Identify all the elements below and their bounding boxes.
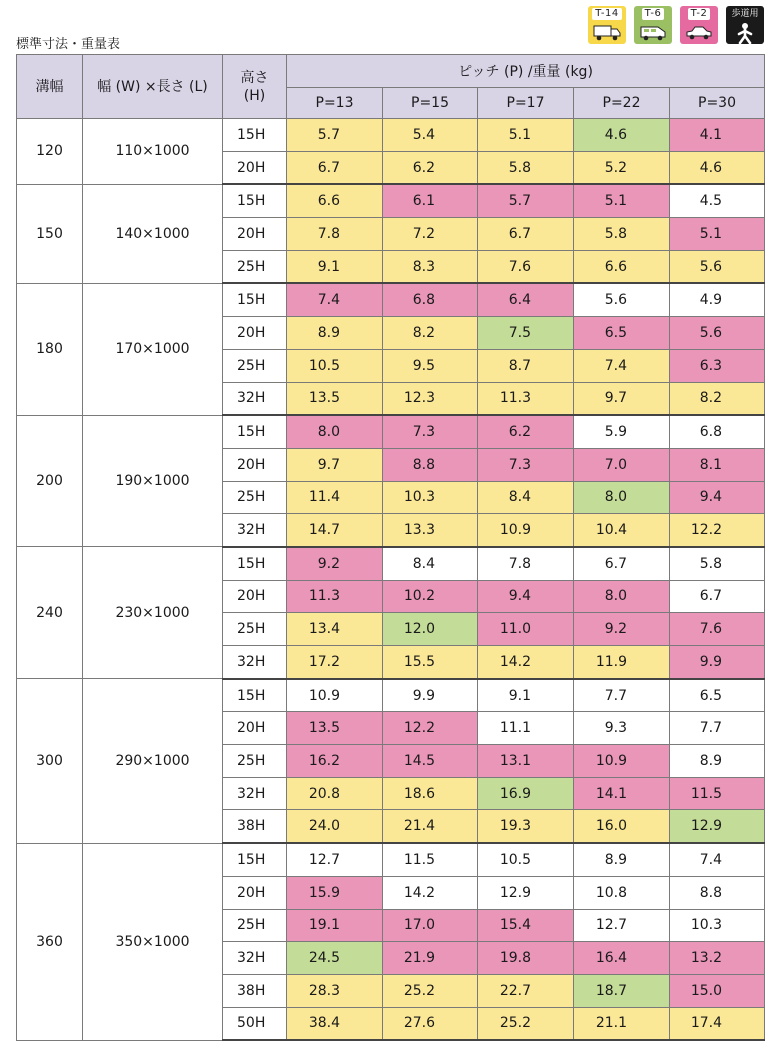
weight-cell: 21.4 [383, 810, 478, 843]
weight-cell: 5.7 [478, 184, 574, 217]
table-row [17, 283, 765, 316]
legend-t2-label: T-2 [688, 8, 711, 20]
weight-cell: 6.2 [383, 151, 478, 184]
legend-t14 [588, 6, 626, 44]
weight-cell: 11.1 [478, 712, 574, 745]
weight-cell: 10.9 [287, 679, 383, 712]
weight-cell: 7.3 [383, 415, 478, 448]
header-height [223, 55, 287, 119]
weight-cell: 6.7 [670, 580, 765, 613]
weight-cell: 7.4 [574, 349, 670, 382]
header-pitch: P=17 [478, 88, 574, 119]
height-cell: 15H [223, 547, 287, 580]
header-pitch: P=30 [670, 88, 765, 119]
height-cell: 32H [223, 514, 287, 547]
weight-cell: 9.1 [478, 679, 574, 712]
height-cell: 20H [223, 712, 287, 745]
weight-cell: 6.4 [478, 283, 574, 316]
weight-cell: 5.1 [670, 218, 765, 251]
legend-t14-label: T-14 [592, 8, 622, 20]
weight-cell: 10.5 [478, 843, 574, 876]
weight-cell: 11.0 [478, 613, 574, 646]
weight-cell: 8.2 [383, 317, 478, 350]
legend-t2 [680, 6, 718, 44]
height-cell: 15H [223, 184, 287, 217]
car-icon [684, 22, 714, 42]
table-row [17, 184, 765, 217]
height-cell: 15H [223, 283, 287, 316]
pedestrian-icon [733, 22, 757, 44]
height-cell: 20H [223, 151, 287, 184]
weight-cell: 5.8 [670, 547, 765, 580]
header-pitch: P=13 [287, 88, 383, 119]
weight-cell: 9.4 [478, 580, 574, 613]
header-pitch: P=15 [383, 88, 478, 119]
weight-cell: 9.2 [287, 547, 383, 580]
weight-cell: 9.4 [670, 481, 765, 514]
weight-cell: 6.2 [478, 415, 574, 448]
height-cell: 25H [223, 909, 287, 942]
weight-cell: 5.1 [478, 119, 574, 152]
table-row [17, 679, 765, 712]
height-cell: 20H [223, 580, 287, 613]
table-row [17, 415, 765, 448]
height-cell: 25H [223, 613, 287, 646]
height-cell: 15H [223, 679, 287, 712]
height-cell: 50H [223, 1007, 287, 1040]
height-cell: 15H [223, 119, 287, 152]
weight-cell: 12.7 [574, 909, 670, 942]
weight-cell: 7.4 [287, 283, 383, 316]
size-cell: 140×1000 [83, 184, 223, 283]
weight-cell: 11.3 [287, 580, 383, 613]
weight-cell: 7.2 [383, 218, 478, 251]
weight-cell: 25.2 [478, 1007, 574, 1040]
weight-cell: 7.7 [574, 679, 670, 712]
weight-cell: 9.5 [383, 349, 478, 382]
weight-cell: 5.1 [574, 184, 670, 217]
height-cell: 15H [223, 415, 287, 448]
weight-cell: 6.8 [383, 283, 478, 316]
weight-cell: 6.8 [670, 415, 765, 448]
weight-cell: 12.9 [478, 876, 574, 909]
weight-cell: 5.6 [670, 250, 765, 283]
weight-cell: 10.9 [478, 514, 574, 547]
weight-cell: 14.2 [478, 646, 574, 679]
weight-cell: 9.7 [574, 382, 670, 415]
size-cell: 350×1000 [83, 843, 223, 1040]
weight-cell: 6.5 [574, 317, 670, 350]
header-height-bottom: (H) [243, 87, 266, 104]
weight-cell: 9.1 [287, 250, 383, 283]
weight-cell: 10.3 [383, 481, 478, 514]
weight-cell: 5.2 [574, 151, 670, 184]
weight-cell: 11.5 [383, 843, 478, 876]
weight-cell: 8.0 [574, 580, 670, 613]
weight-cell: 11.9 [574, 646, 670, 679]
weight-cell: 6.5 [670, 679, 765, 712]
weight-cell: 5.8 [478, 151, 574, 184]
weight-cell: 13.5 [287, 712, 383, 745]
weight-cell: 12.7 [287, 843, 383, 876]
height-cell: 32H [223, 942, 287, 975]
weight-cell: 15.0 [670, 974, 765, 1007]
header-height-top: 高さ [240, 69, 269, 86]
weight-cell: 7.6 [478, 250, 574, 283]
groove-width-cell: 150 [17, 184, 83, 283]
table-row [17, 119, 765, 152]
weight-cell: 21.1 [574, 1007, 670, 1040]
weight-cell: 13.3 [383, 514, 478, 547]
height-cell: 15H [223, 843, 287, 876]
weight-cell: 4.6 [670, 151, 765, 184]
weight-cell: 14.2 [383, 876, 478, 909]
weight-cell: 18.6 [383, 777, 478, 810]
weight-cell: 17.4 [670, 1007, 765, 1040]
weight-cell: 8.7 [478, 349, 574, 382]
weight-cell: 8.8 [383, 448, 478, 481]
weight-cell: 6.7 [478, 218, 574, 251]
weight-cell: 8.9 [670, 745, 765, 778]
table-row [17, 843, 765, 876]
weight-cell: 10.5 [287, 349, 383, 382]
height-cell: 20H [223, 876, 287, 909]
weight-cell: 11.5 [670, 777, 765, 810]
weight-cell: 24.0 [287, 810, 383, 843]
height-cell: 25H [223, 349, 287, 382]
weight-cell: 7.8 [478, 547, 574, 580]
weight-cell: 7.7 [670, 712, 765, 745]
weight-cell: 17.0 [383, 909, 478, 942]
weight-cell: 9.2 [574, 613, 670, 646]
header-pitch: P=22 [574, 88, 670, 119]
weight-cell: 5.8 [574, 218, 670, 251]
weight-cell: 16.2 [287, 745, 383, 778]
legend-t6 [634, 6, 672, 44]
weight-cell: 17.2 [287, 646, 383, 679]
weight-cell: 21.9 [383, 942, 478, 975]
weight-cell: 10.3 [670, 909, 765, 942]
weight-cell: 8.1 [670, 448, 765, 481]
weight-cell: 6.7 [287, 151, 383, 184]
weight-cell: 4.5 [670, 184, 765, 217]
groove-width-cell: 120 [17, 119, 83, 185]
weight-cell: 6.3 [670, 349, 765, 382]
table-body [17, 119, 765, 1041]
weight-cell: 12.3 [383, 382, 478, 415]
weight-cell: 11.3 [478, 382, 574, 415]
weight-cell: 10.4 [574, 514, 670, 547]
weight-cell: 11.4 [287, 481, 383, 514]
weight-cell: 12.0 [383, 613, 478, 646]
legend-pedestrian [726, 6, 764, 44]
height-cell: 25H [223, 481, 287, 514]
weight-cell: 9.7 [287, 448, 383, 481]
weight-cell: 10.9 [574, 745, 670, 778]
weight-cell: 7.8 [287, 218, 383, 251]
weight-cell: 19.8 [478, 942, 574, 975]
legend-pedestrian-label: 歩道用 [728, 8, 761, 20]
weight-cell: 38.4 [287, 1007, 383, 1040]
weight-cell: 13.2 [670, 942, 765, 975]
height-cell: 20H [223, 218, 287, 251]
weight-cell: 8.3 [383, 250, 478, 283]
weight-cell: 8.9 [287, 317, 383, 350]
weight-cell: 5.7 [287, 119, 383, 152]
weight-cell: 15.9 [287, 876, 383, 909]
weight-cell: 24.5 [287, 942, 383, 975]
weight-cell: 22.7 [478, 974, 574, 1007]
height-cell: 32H [223, 646, 287, 679]
weight-cell: 8.0 [287, 415, 383, 448]
size-cell: 110×1000 [83, 119, 223, 185]
table-row [17, 547, 765, 580]
weight-cell: 28.3 [287, 974, 383, 1007]
groove-width-cell: 200 [17, 415, 83, 547]
height-cell: 25H [223, 250, 287, 283]
weight-cell: 15.4 [478, 909, 574, 942]
weight-cell: 10.2 [383, 580, 478, 613]
weight-cell: 20.8 [287, 777, 383, 810]
weight-cell: 5.4 [383, 119, 478, 152]
truck-icon [592, 22, 622, 42]
weight-cell: 13.4 [287, 613, 383, 646]
weight-cell: 15.5 [383, 646, 478, 679]
weight-cell: 7.4 [670, 843, 765, 876]
load-class-legend [588, 6, 764, 44]
weight-cell: 14.7 [287, 514, 383, 547]
page-title: 標準寸法・重量表 [16, 37, 121, 52]
header-pitch-weight: ピッチ (P) /重量 (kg) [287, 55, 765, 88]
weight-cell: 14.1 [574, 777, 670, 810]
weight-cell: 6.7 [574, 547, 670, 580]
weight-cell: 7.3 [478, 448, 574, 481]
weight-cell: 5.6 [574, 283, 670, 316]
weight-table [16, 54, 765, 1041]
weight-cell: 4.6 [574, 119, 670, 152]
weight-cell: 14.5 [383, 745, 478, 778]
weight-cell: 9.3 [574, 712, 670, 745]
weight-cell: 12.9 [670, 810, 765, 843]
weight-cell: 9.9 [383, 679, 478, 712]
weight-cell: 16.0 [574, 810, 670, 843]
weight-cell: 18.7 [574, 974, 670, 1007]
header-size: 幅 (W) ×長さ (L) [83, 55, 223, 119]
weight-cell: 13.5 [287, 382, 383, 415]
groove-width-cell: 180 [17, 283, 83, 415]
height-cell: 20H [223, 317, 287, 350]
height-cell: 38H [223, 810, 287, 843]
weight-cell: 8.8 [670, 876, 765, 909]
weight-cell: 9.9 [670, 646, 765, 679]
weight-cell: 8.4 [478, 481, 574, 514]
weight-cell: 16.9 [478, 777, 574, 810]
size-cell: 170×1000 [83, 283, 223, 415]
weight-cell: 8.9 [574, 843, 670, 876]
weight-cell: 5.9 [574, 415, 670, 448]
weight-cell: 16.4 [574, 942, 670, 975]
weight-cell: 8.2 [670, 382, 765, 415]
weight-cell: 10.8 [574, 876, 670, 909]
weight-cell: 6.6 [287, 184, 383, 217]
van-icon [638, 22, 668, 42]
height-cell: 20H [223, 448, 287, 481]
weight-cell: 27.6 [383, 1007, 478, 1040]
groove-width-cell: 360 [17, 843, 83, 1040]
weight-cell: 7.0 [574, 448, 670, 481]
groove-width-cell: 300 [17, 679, 83, 843]
legend-t6-label: T-6 [642, 8, 665, 20]
weight-cell: 12.2 [383, 712, 478, 745]
weight-cell: 7.6 [670, 613, 765, 646]
weight-cell: 12.2 [670, 514, 765, 547]
height-cell: 25H [223, 745, 287, 778]
weight-cell: 6.6 [574, 250, 670, 283]
weight-cell: 8.0 [574, 481, 670, 514]
size-cell: 190×1000 [83, 415, 223, 547]
groove-width-cell: 240 [17, 547, 83, 679]
height-cell: 32H [223, 382, 287, 415]
weight-cell: 13.1 [478, 745, 574, 778]
weight-cell: 25.2 [383, 974, 478, 1007]
size-cell: 230×1000 [83, 547, 223, 679]
weight-cell: 5.6 [670, 317, 765, 350]
weight-cell: 4.1 [670, 119, 765, 152]
height-cell: 32H [223, 777, 287, 810]
size-cell: 290×1000 [83, 679, 223, 843]
weight-cell: 4.9 [670, 283, 765, 316]
header-groove: 溝幅 [17, 55, 83, 119]
height-cell: 38H [223, 974, 287, 1007]
weight-cell: 8.4 [383, 547, 478, 580]
weight-cell: 19.3 [478, 810, 574, 843]
weight-cell: 7.5 [478, 317, 574, 350]
weight-cell: 19.1 [287, 909, 383, 942]
weight-cell: 6.1 [383, 184, 478, 217]
